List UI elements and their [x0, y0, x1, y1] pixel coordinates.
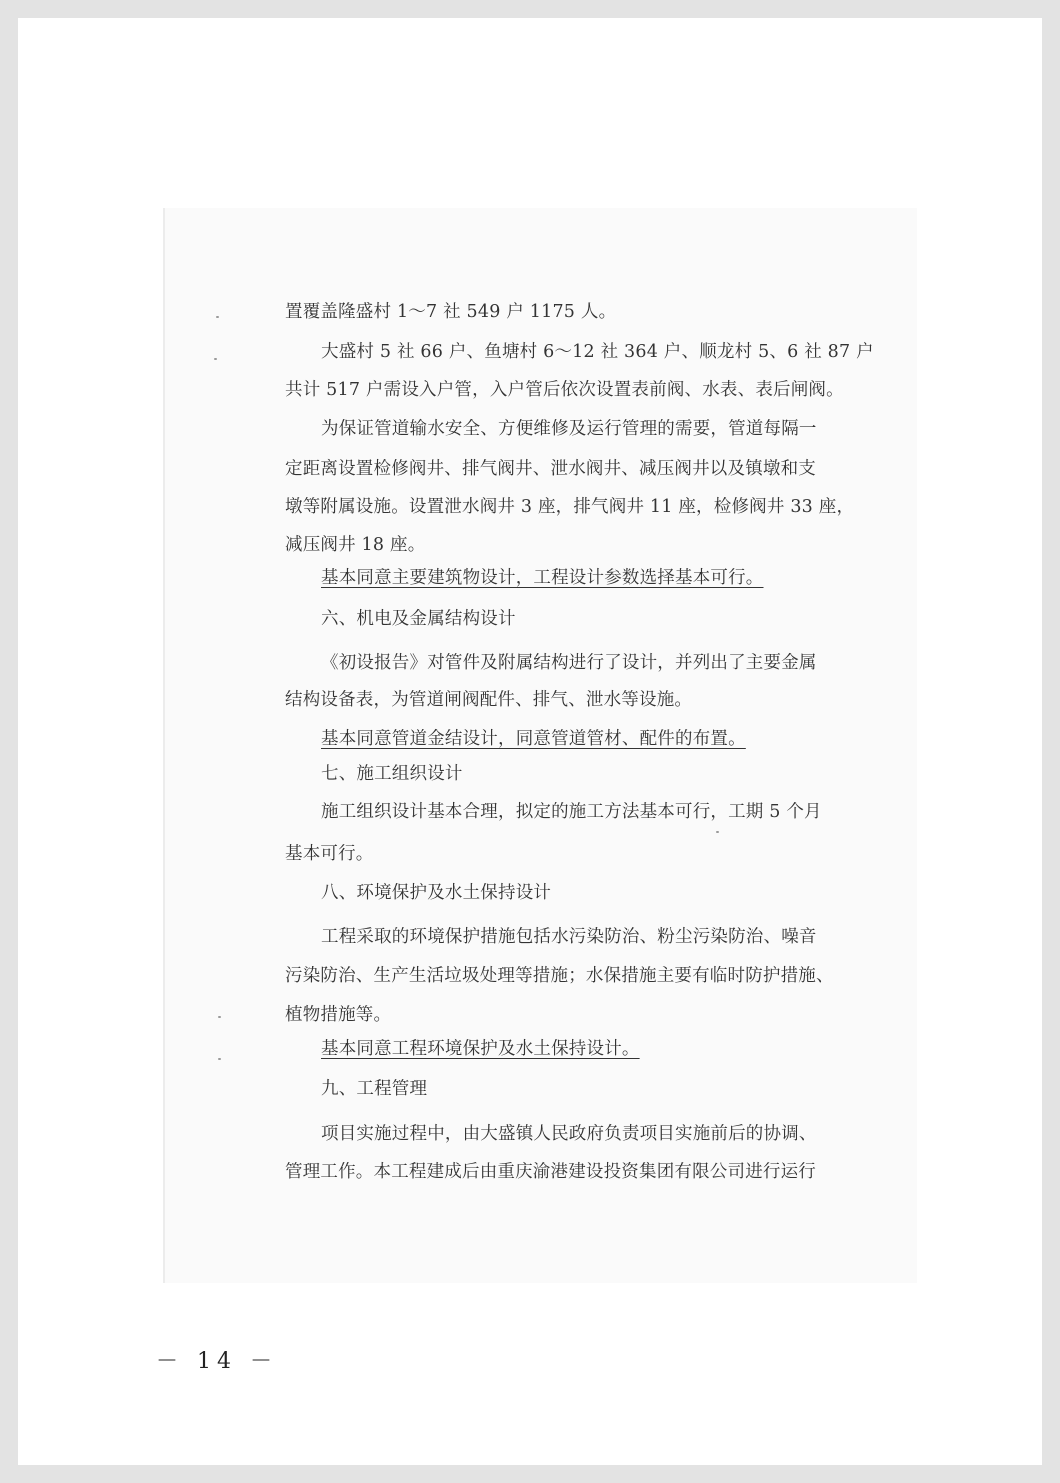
text-line: 结构设备表，为管道闸阀配件、排气、泄水等设施。: [285, 690, 693, 710]
text-line: 管理工作。本工程建成后由重庆渝港建设投资集团有限公司进行运行: [285, 1162, 816, 1182]
section-heading: 九、工程管理: [321, 1079, 428, 1099]
section-heading: 六、机电及金属结构设计: [321, 609, 516, 629]
scan-speck: [218, 1016, 221, 1018]
scan-speck: [716, 831, 719, 833]
text-line: 置覆盖隆盛村 1～7 社 549 户 1175 人。: [285, 302, 617, 322]
scan-speck: [214, 358, 217, 360]
approval-statement: 基本同意管道金结设计，同意管道管材、配件的布置。: [321, 729, 746, 749]
section-heading: 七、施工组织设计: [321, 764, 463, 784]
text-line: 《初设报告》对管件及附属结构进行了设计，并列出了主要金属: [321, 653, 817, 673]
text-line: 大盛村 5 社 66 户、鱼塘村 6～12 社 364 户、顺龙村 5、6 社 87 户: [321, 342, 874, 362]
page-number: － 14 －: [156, 1349, 278, 1374]
document-page: [18, 18, 1042, 1465]
scan-speck: [216, 316, 219, 318]
text-line: 共计 517 户需设入户管，入户管后依次设置表前阀、水表、表后闸阀。: [285, 380, 844, 400]
text-line: 基本可行。: [285, 844, 374, 864]
section-heading: 八、环境保护及水土保持设计: [321, 883, 552, 903]
text-line: 工程采取的环境保护措施包括水污染防治、粉尘污染防治、噪音: [321, 927, 817, 947]
approval-statement: 基本同意工程环境保护及水土保持设计。: [321, 1039, 640, 1059]
text-line: 污染防治、生产生活垃圾处理等措施；水保措施主要有临时防护措施、: [285, 966, 834, 986]
text-line: 墩等附属设施。设置泄水阀井 3 座，排气阀井 11 座，检修阀井 33 座，: [285, 497, 855, 517]
text-line: 项目实施过程中，由大盛镇人民政府负责项目实施前后的协调、: [321, 1124, 817, 1144]
scan-speck: [218, 1058, 221, 1060]
text-line: 减压阀井 18 座。: [285, 535, 426, 555]
text-line: 施工组织设计基本合理，拟定的施工方法基本可行，工期 5 个月: [321, 802, 822, 822]
text-line: 定距离设置检修阀井、排气阀井、泄水阀井、减压阀井以及镇墩和支: [285, 459, 816, 479]
text-line: 植物措施等。: [285, 1005, 392, 1025]
approval-statement: 基本同意主要建筑物设计，工程设计参数选择基本可行。: [321, 568, 764, 588]
text-line: 为保证管道输水安全、方便维修及运行管理的需要，管道每隔一: [321, 419, 817, 439]
